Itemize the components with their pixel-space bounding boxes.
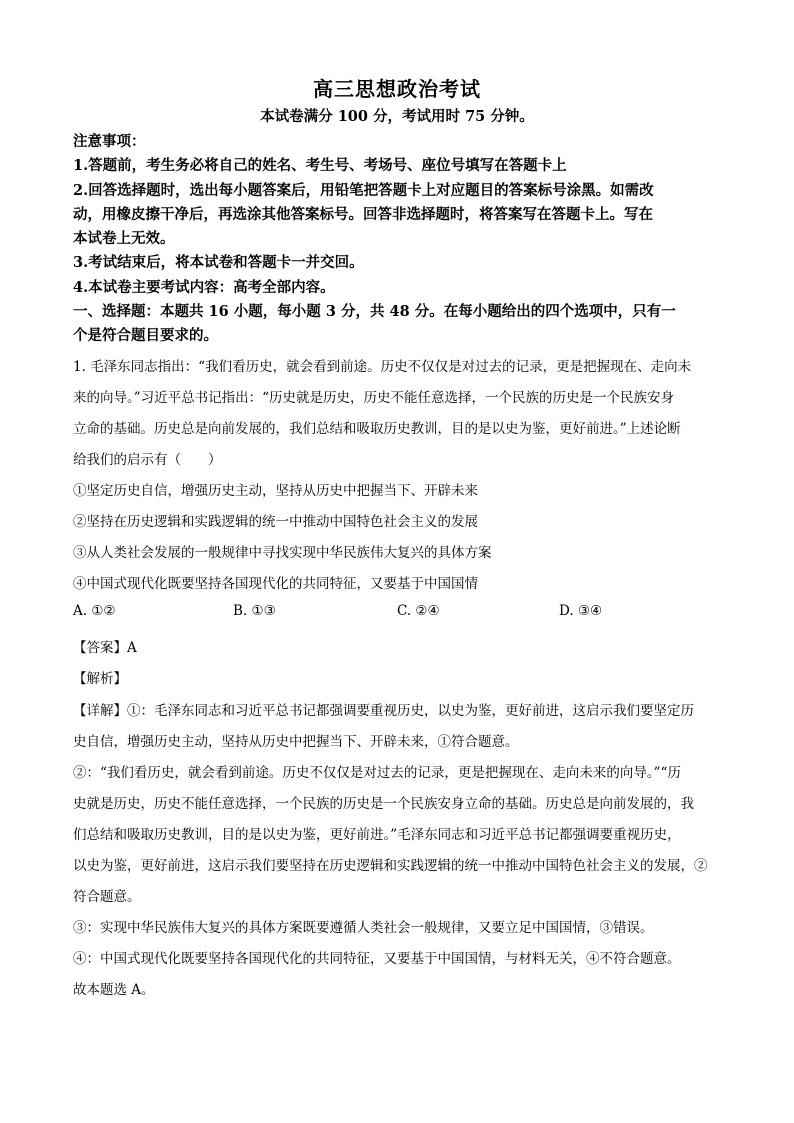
answer-options: [73, 603, 723, 625]
answer-value: A: [127, 640, 137, 656]
option-c: C. ②④: [397, 603, 440, 619]
detail-line: [73, 696, 723, 727]
notes-line: 1.答题前，考生务必将自己的姓名、考生号、考场号、座位号填写在答题卡上: [73, 157, 567, 175]
page-subtitle: 本试卷满分 100 分，考试用时 75 分钟。: [260, 108, 534, 125]
detail-label: 【详解】: [73, 703, 127, 719]
notes-line: 动，用橡皮擦干净后，再选涂其他答案标号。回答非选择题时，将答案写在答题卡上。写在: [73, 205, 653, 223]
detail-section: [73, 696, 723, 1006]
question-line: 来的向导。”习近平总书记指出：“历史就是历史，历史不能任意选择，一个民族的历史是一个民族安身: [73, 390, 675, 406]
option-b: B. ①③: [233, 603, 276, 619]
detail-line: 史自信，增强历史主动，坚持从历史中把握当下、开辟未来，①符合题意。: [73, 734, 519, 750]
detail-text: ①：毛泽东同志和习近平总书记都强调要重视历史，以史为鉴，更好前进，这启示我们要坚定历: [127, 703, 694, 719]
question-line: 给我们的启示有（ ）: [73, 452, 222, 468]
question-1: [73, 352, 723, 600]
notes-line: 2.回答选择题时，选出每小题答案后，用铅笔把答题卡上对应题目的答案标号涂黑。如需改: [73, 181, 654, 199]
exam-notes: [73, 130, 723, 349]
detail-line: ③：实现中华民族伟大复兴的具体方案既要遵循人类社会一般规律，又要立足中国国情，③错误。: [73, 920, 654, 936]
detail-line: 符合题意。: [73, 889, 141, 905]
statement-2: ②坚持在历史逻辑和实践逻辑的统一中推动中国特色社会主义的发展: [73, 514, 478, 530]
analysis-label: 【解析】: [73, 671, 127, 687]
answer-label: 【答案】: [73, 640, 127, 656]
detail-line: 史就是历史，历史不能任意选择，一个民族的历史是一个民族安身立命的基础。历史总是向前发展的，我: [73, 796, 694, 812]
option-a: A. ①②: [73, 603, 116, 619]
detail-line: ④：中国式现代化既要坚持各国现代化的共同特征，又要基于中国国情，与材料无关，④不符合题意。: [73, 951, 681, 967]
section-heading: 个是符合题目要求的。: [73, 327, 218, 345]
page-title: 高三思想政治考试: [313, 77, 481, 101]
notes-line: 3.考试结束后，将本试卷和答题卡一并交回。: [73, 254, 364, 272]
statement-1: ①坚定历史自信，增强历史主动，坚持从历史中把握当下、开辟未来: [73, 483, 478, 499]
notes-line: 4.本试卷主要考试内容：高考全部内容。: [73, 278, 335, 296]
question-line: 1. 毛泽东同志指出：“我们看历史，就会看到前途。历史不仅仅是对过去的记录，更是把握现在、走向未: [73, 359, 692, 375]
notes-heading: 注意事项：: [73, 133, 146, 150]
notes-line: 本试卷上无效。: [73, 230, 175, 248]
detail-line: 们总结和吸取历史教训，目的是以史为鉴，更好前进。”毛泽东同志和习近平总书记都强调要重视历史，: [73, 827, 681, 843]
detail-line: 以史为鉴，更好前进，这启示我们要坚持在历史逻辑和实践逻辑的统一中推动中国特色社会主义的发展，②: [73, 858, 708, 874]
statement-3: ③从人类社会发展的一般规律中寻找实现中华民族伟大复兴的具体方案: [73, 545, 492, 561]
section-heading: 一、选择题：本题共 16 小题，每小题 3 分，共 48 分。在每小题给出的四个选项中，只有一: [73, 303, 676, 321]
detail-line: ②：“我们看历史，就会看到前途。历史不仅仅是对过去的记录，更是把握现在、走向未来的向导。”“历: [73, 765, 681, 781]
question-line: 立命的基础。历史总是向前发展的，我们总结和吸取历史教训，目的是以史为鉴，更好前进。”上述论断: [73, 421, 681, 437]
answer-row: [73, 636, 137, 656]
option-d: D. ③④: [559, 603, 603, 619]
detail-conclusion: 故本题选 A。: [73, 982, 155, 998]
statement-4: ④中国式现代化既要坚持各国现代化的共同特征，又要基于中国国情: [73, 576, 478, 592]
